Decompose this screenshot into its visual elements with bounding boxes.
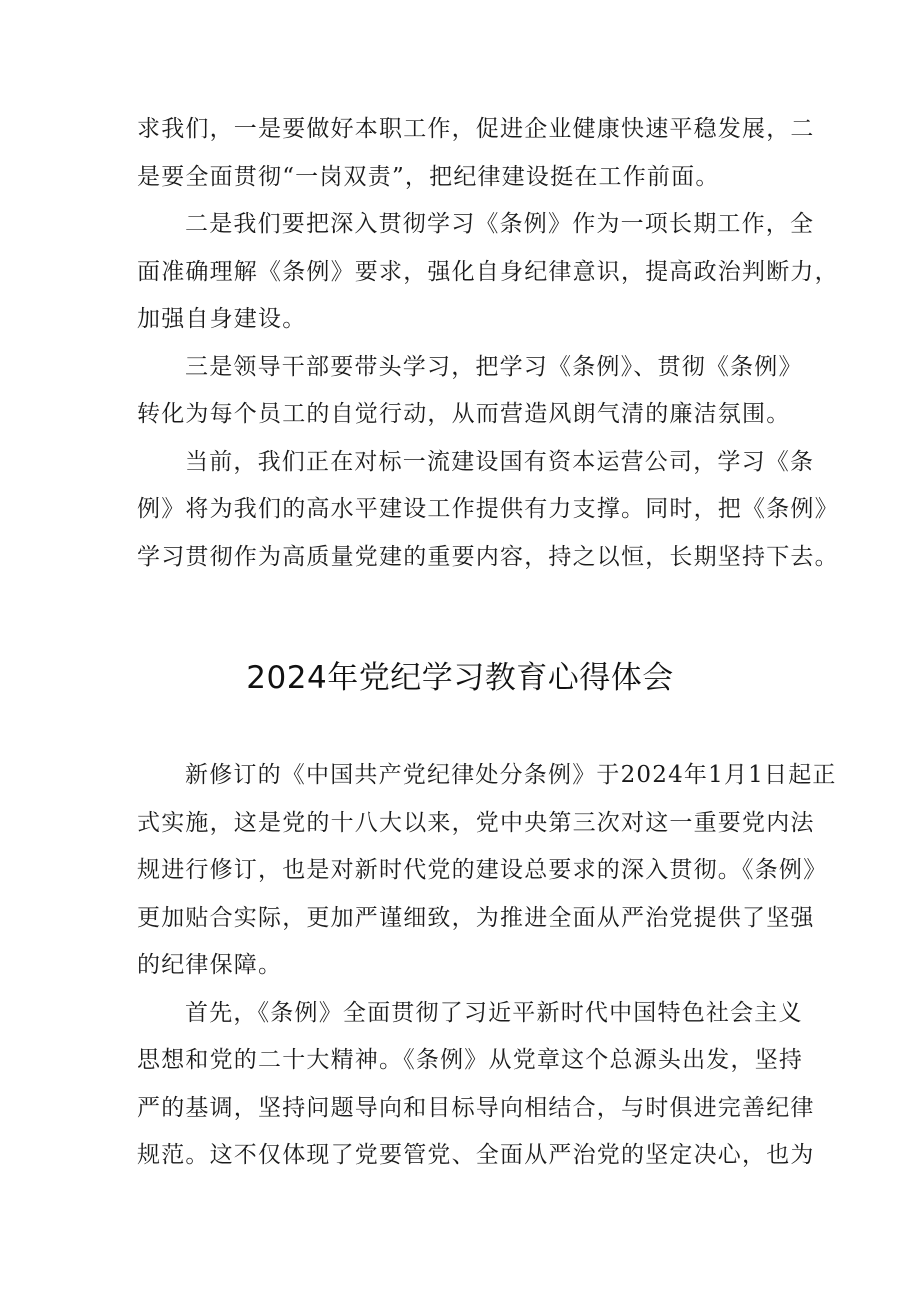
paragraph-continuation bbox=[137, 106, 815, 201]
text-line: 二是我们要把深入贯彻学习《条例》作为一项长期工作，全 bbox=[185, 211, 815, 237]
text-line: 是要全面贯彻“一岗双责”，把纪律建设挺在工作前面。 bbox=[137, 163, 720, 190]
text-line: 三是领导干部要带头学习，把学习《条例》、贯彻《条例》 bbox=[185, 353, 803, 380]
text-line: 首先，《条例》全面贯彻了习近平新时代中国特色社会主义 bbox=[185, 999, 803, 1026]
text-line: 例》将为我们的高水平建设工作提供有力支撑。同时，把《条例》 bbox=[137, 496, 839, 522]
paragraph-intro bbox=[137, 752, 837, 990]
text-line: 加强自身建设。 bbox=[137, 306, 307, 332]
text-line: 学习贯彻作为高质量党建的重要内容，持之以恒，长期坚持下去。 bbox=[137, 543, 839, 570]
bottom-text-section bbox=[137, 752, 837, 1180]
document-title: 2024年党纪学习教育心得体会 bbox=[246, 660, 674, 696]
top-text-section bbox=[137, 106, 839, 581]
paragraph-point-two bbox=[137, 201, 839, 344]
text-line: 规范。这不仅体现了党要管党、全面从严治党的坚定决心，也为 bbox=[137, 1142, 815, 1168]
paragraph-point-three bbox=[137, 344, 803, 439]
text-line: 当前，我们正在对标一流建设国有资本运营公司，学习《条 bbox=[185, 448, 815, 475]
text-line: 规进行修订，也是对新时代党的建设总要求的深入贯彻。《条例》 bbox=[137, 857, 828, 883]
text-line: 的纪律保障。 bbox=[137, 952, 283, 978]
text-line: 新修订的《中国共产党纪律处分条例》于2024年1月1日起正 bbox=[185, 762, 837, 788]
text-line: 求我们，一是要做好本职工作，促进企业健康快速平稳发展，二 bbox=[137, 116, 815, 142]
text-line: 面准确理解《条例》要求，强化自身纪律意识，提高政治判断力， bbox=[137, 258, 839, 285]
text-line: 转化为每个员工的自觉行动，从而营造风朗气清的廉洁氛围。 bbox=[137, 401, 791, 427]
paragraph-current bbox=[137, 439, 839, 582]
text-line: 式实施，这是党的十八大以来，党中央第三次对这一重要党内法 bbox=[137, 809, 815, 836]
text-line: 更加贴合实际，更加严谨细致，为推进全面从严治党提供了坚强 bbox=[137, 904, 815, 931]
paragraph-first bbox=[137, 990, 815, 1180]
text-line: 严的基调，坚持问题导向和目标导向相结合，与时俱进完善纪律 bbox=[137, 1094, 815, 1121]
text-line: 思想和党的二十大精神。《条例》从党章这个总源头出发，坚持 bbox=[137, 1047, 804, 1073]
